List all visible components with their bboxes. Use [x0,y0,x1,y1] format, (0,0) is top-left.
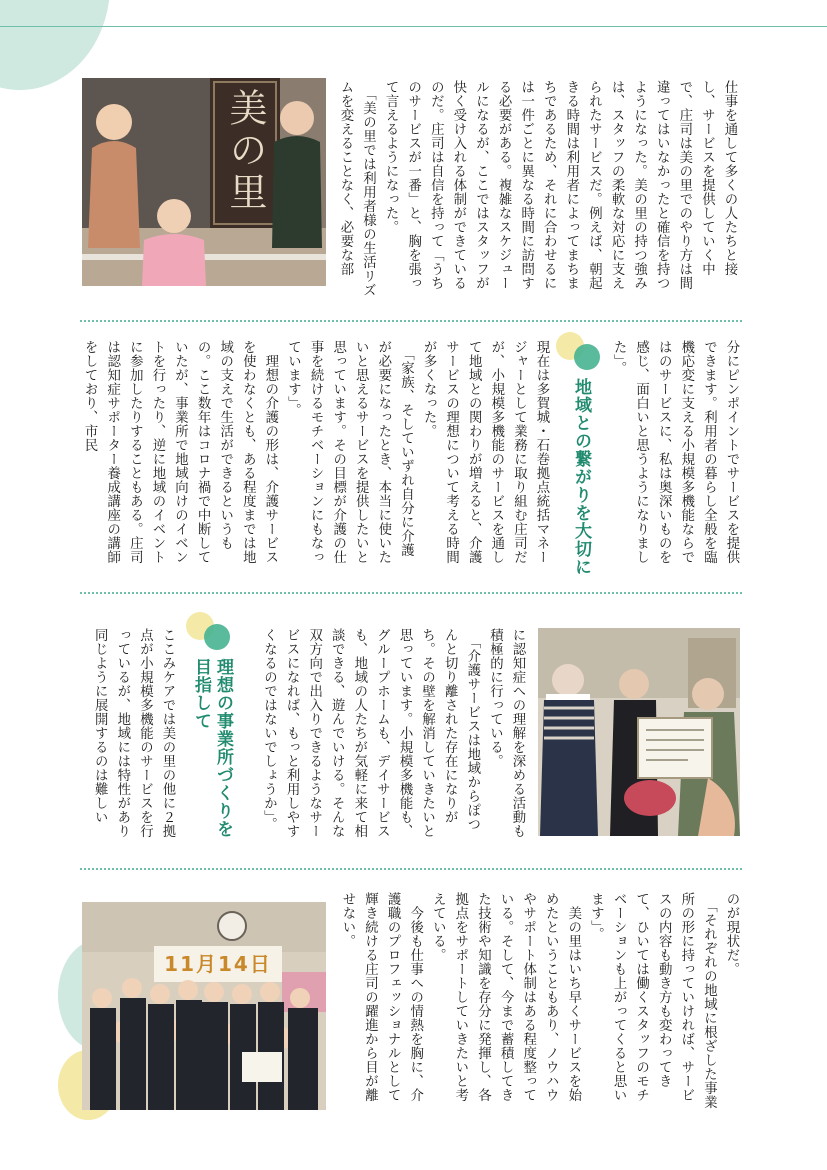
divider-1 [80,320,742,322]
corner-decoration [0,0,110,90]
header-rule [0,26,827,27]
heading-dot-green [574,344,600,370]
section1-body: 仕事を通して多くの人たちと接し、サービスを提供していく中で、庄司は美の里でのやり方は間違ってはいなかったと確信を持つようになった。美の里の持つ強みは、スタッフの柔軟な対応に支えられたサービスだ。例えば、朝起きる時間は利用者によってまちまちであるため、それに合わせるには一件ごとに異なる時間に訪問する必要がある。複雑なスケジュールになるが、ここではスタッフが快く受け入れる体制ができているのだ。庄司は自信を持って「うちのサービスが一番」と、胸を張って言えるようになった。 「美の里では利用者様の生活リズムを変えることなく、必要な部 [337,80,737,298]
section3-heading: 理想の事業所づくりを目指して [191,658,233,838]
section4-body: のが現状だ。 「それぞれの地域に根ざした事業所の形に持っていければ、サービスの内容も動き方も変わってきて、ひいては働くスタッフのモチベーションも上がってくると思います」。 美の里はいち早くサービスを始めたということもあり、ノウハウやサポート体制はある程度整っている。そして、今まで蓄積してきた技術や知識を存分に発揮し、各拠点をサポートしていきたいと考えている。 今後も仕事への情熱を胸に、介護職のプロフェッショナルとして輝き続ける庄司の躍進から目が離せない。 [339,892,739,1110]
photo-group [82,902,326,1110]
section2-body: 現在は多賀城・石巻拠点統括マネージャーとして業務に取り組む庄司だが、小規模多機能のサービスを通して地域との関わりが増えると、介護サービスの理想について考える時間が多くなった。 「家族、そしていずれ自分に介護が必要になったとき、本当に使いたいと思えるサービスを提供したいと思っています。その目標が介護の仕事を続けるモチベーションにもなっています」。 理想の介護の形は、介護サービスを使わなくとも、ある程度までは地域の支えで生活ができるというもの。ここ数年はコロナ禍で中断していたが、事業所で地域向けのイベントを行ったり、逆に地域のイベントに参加したりすることもある。庄司は認知症サポーター養成講座の講師をしており、市民 [82,340,549,564]
photo-staff-sign [82,78,326,286]
section2-heading: 地域との繋がりを大切に [571,378,591,576]
photo-certificate [538,628,740,836]
divider-3 [80,868,742,870]
section2-lead: 分にピンポイントでサービスを提供できます。利用者の暮らし全般を臨機応変に支える小規模多機能ならではのサービスに、私は奥深いものを感じ、面白いと思うようになりました」。 [611,340,739,564]
divider-2 [80,592,742,594]
section3-body: に認知症への理解を深める活動も積極的に行っている。 「介護サービスは地域からぽつんと切り離された存在になりがち。その壁を解消していきたいと思っています。小規模多機能も、グループホームも、デイサービスも、地域の人たちが気軽に来て相談できる、遊んでいける。そんな双方向で出入りできるようなサービスになれば、もっと利用しやすくなるのではないでしょうか」。 [261,628,525,838]
heading-dot-green-2 [204,624,230,650]
sign-text: 美の里 [223,88,267,214]
section3-body-2: ここみケアでは美の里の他に２拠点が小規模多機能のサービスを行っているが、地域には特性があり同じように展開するのは難しい [92,628,175,838]
date-board: 11月14日 [164,952,272,976]
